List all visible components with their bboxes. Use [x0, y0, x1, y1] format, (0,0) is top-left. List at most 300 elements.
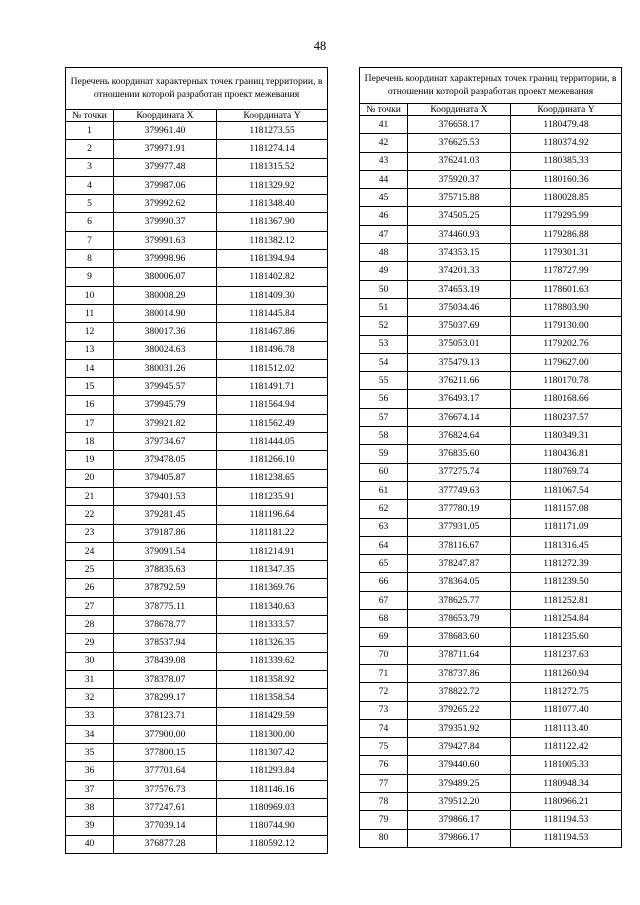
table-row: [360, 518, 622, 536]
coordinate-x-cell: 379945.79: [114, 396, 217, 414]
point-number-cell: 22: [66, 506, 114, 524]
coordinate-y-cell: 1181340.63: [217, 597, 328, 615]
coordinate-x-cell: 377039.14: [114, 817, 217, 835]
column-header-coordinate-x: Координата X: [114, 110, 217, 122]
coordinate-x-cell: 375715.88: [408, 189, 511, 207]
coordinate-x-cell: 378822.72: [408, 683, 511, 701]
table-row: [360, 756, 622, 774]
table-row: [66, 542, 328, 560]
point-number-cell: 8: [66, 250, 114, 268]
coordinate-y-cell: 1181239.50: [511, 573, 622, 591]
point-number-cell: 42: [360, 134, 408, 152]
table-row: [360, 591, 622, 609]
coordinate-y-cell: 1181315.52: [217, 158, 328, 176]
table-row: [66, 396, 328, 414]
coordinate-x-cell: 376211.66: [408, 372, 511, 390]
coordinate-y-cell: 1178803.90: [511, 298, 622, 316]
table-row: [66, 725, 328, 743]
coordinate-y-cell: 1180349.31: [511, 427, 622, 445]
coordinate-x-cell: 379401.53: [114, 487, 217, 505]
coordinate-x-cell: 378364.05: [408, 573, 511, 591]
coordinate-y-cell: 1181077.40: [511, 701, 622, 719]
table-row: [66, 561, 328, 579]
coordinate-x-cell: 376824.64: [408, 427, 511, 445]
table-row: [360, 811, 622, 829]
table-row: [360, 719, 622, 737]
coordinate-y-cell: 1181402.82: [217, 268, 328, 286]
coordinate-x-cell: 378775.11: [114, 597, 217, 615]
table-row: [66, 670, 328, 688]
coordinate-x-cell: 379866.17: [408, 811, 511, 829]
coordinate-x-cell: 377800.15: [114, 744, 217, 762]
point-number-cell: 55: [360, 372, 408, 390]
coordinate-x-cell: 380006.07: [114, 268, 217, 286]
point-number-cell: 13: [66, 341, 114, 359]
coordinate-x-cell: 379440.60: [408, 756, 511, 774]
coordinate-x-cell: 375920.37: [408, 170, 511, 188]
table-row: [66, 616, 328, 634]
point-number-cell: 68: [360, 610, 408, 628]
coordinate-x-cell: 380008.29: [114, 286, 217, 304]
coordinate-x-cell: 378439.08: [114, 652, 217, 670]
point-number-cell: 60: [360, 463, 408, 481]
table-title-row: [360, 68, 622, 104]
coordinate-x-cell: 380017.36: [114, 323, 217, 341]
table-row: [66, 689, 328, 707]
coordinate-y-cell: 1180948.34: [511, 774, 622, 792]
point-number-cell: 66: [360, 573, 408, 591]
point-number-cell: 78: [360, 792, 408, 810]
coordinate-y-cell: 1181237.63: [511, 646, 622, 664]
coordinate-y-cell: 1179130.00: [511, 317, 622, 335]
coordinate-y-cell: 1181254.84: [511, 610, 622, 628]
table-row: [66, 286, 328, 304]
point-number-cell: 21: [66, 487, 114, 505]
table-title: Перечень координат характерных точек границ территории, в отношении которой разработан проект межевания: [360, 68, 622, 104]
point-number-cell: 10: [66, 286, 114, 304]
coordinate-y-cell: 1181409.30: [217, 286, 328, 304]
point-number-cell: 64: [360, 536, 408, 554]
point-number-cell: 72: [360, 683, 408, 701]
coordinate-y-cell: 1181562.49: [217, 414, 328, 432]
coordinate-x-cell: 378247.87: [408, 555, 511, 573]
coordinate-x-cell: 378835.63: [114, 561, 217, 579]
table-row: [360, 628, 622, 646]
table-row: [360, 646, 622, 664]
table-header-row: [360, 104, 622, 116]
coordinate-y-cell: 1181445.84: [217, 304, 328, 322]
coordinate-x-cell: 379977.48: [114, 158, 217, 176]
point-number-cell: 58: [360, 427, 408, 445]
table-row: [66, 323, 328, 341]
point-number-cell: 5: [66, 195, 114, 213]
table-row: [66, 579, 328, 597]
table-row: [66, 487, 328, 505]
column-header-coordinate-y: Координата Y: [511, 104, 622, 116]
coordinate-y-cell: 1181358.54: [217, 689, 328, 707]
table-row: [360, 738, 622, 756]
table-row: [66, 414, 328, 432]
point-number-cell: 61: [360, 481, 408, 499]
table-row: [360, 207, 622, 225]
point-number-cell: 77: [360, 774, 408, 792]
table-row: [360, 463, 622, 481]
coordinate-y-cell: 1179627.00: [511, 353, 622, 371]
coordinate-x-cell: 379427.84: [408, 738, 511, 756]
table-row: [66, 433, 328, 451]
table-title-row: [66, 68, 328, 110]
coordinate-x-cell: 376835.60: [408, 445, 511, 463]
coordinate-y-cell: 1181260.94: [511, 664, 622, 682]
table-row: [360, 427, 622, 445]
point-number-cell: 26: [66, 579, 114, 597]
point-number-cell: 62: [360, 500, 408, 518]
coordinate-x-cell: 378299.17: [114, 689, 217, 707]
coordinate-x-cell: 374460.93: [408, 225, 511, 243]
coordinate-y-cell: 1181113.40: [511, 719, 622, 737]
coordinate-y-cell: 1181347.35: [217, 561, 328, 579]
point-number-cell: 48: [360, 244, 408, 262]
table-row: [360, 298, 622, 316]
point-number-cell: 39: [66, 817, 114, 835]
coordinate-y-cell: 1179286.88: [511, 225, 622, 243]
point-number-cell: 59: [360, 445, 408, 463]
point-number-cell: 12: [66, 323, 114, 341]
point-number-cell: 18: [66, 433, 114, 451]
coordinate-y-cell: 1181491.71: [217, 378, 328, 396]
coordinate-x-cell: 374201.33: [408, 262, 511, 280]
coordinate-x-cell: 377247.61: [114, 798, 217, 816]
table-title: Перечень координат характерных точек границ территории, в отношении которой разработан проект межевания: [66, 68, 328, 110]
table-row: [66, 762, 328, 780]
point-number-cell: 43: [360, 152, 408, 170]
coordinate-y-cell: 1181214.91: [217, 542, 328, 560]
coordinate-x-cell: 379734.67: [114, 433, 217, 451]
table-row: [66, 835, 328, 853]
table-row: [360, 317, 622, 335]
table-row: [360, 701, 622, 719]
coordinate-y-cell: 1181238.65: [217, 469, 328, 487]
coordinate-x-cell: 379990.37: [114, 213, 217, 231]
table-row: [360, 372, 622, 390]
coordinate-y-cell: 1181274.14: [217, 140, 328, 158]
coordinate-y-cell: 1181329.92: [217, 176, 328, 194]
coordinate-x-cell: 374505.25: [408, 207, 511, 225]
coordinate-x-cell: 379265.22: [408, 701, 511, 719]
point-number-cell: 37: [66, 780, 114, 798]
point-number-cell: 70: [360, 646, 408, 664]
point-number-cell: 41: [360, 116, 408, 134]
point-number-cell: 19: [66, 451, 114, 469]
table-row: [66, 176, 328, 194]
point-number-cell: 23: [66, 524, 114, 542]
point-number-cell: 80: [360, 829, 408, 847]
coordinate-y-cell: 1181005.33: [511, 756, 622, 774]
coordinate-y-cell: 1180479.48: [511, 116, 622, 134]
coordinate-x-cell: 379921.82: [114, 414, 217, 432]
point-number-cell: 38: [66, 798, 114, 816]
coordinate-x-cell: 379091.54: [114, 542, 217, 560]
coordinate-x-cell: 379971.91: [114, 140, 217, 158]
coordinate-x-cell: 376658.17: [408, 116, 511, 134]
coordinate-x-cell: 375053.01: [408, 335, 511, 353]
point-number-cell: 69: [360, 628, 408, 646]
table-row: [66, 798, 328, 816]
table-row: [66, 140, 328, 158]
point-number-cell: 50: [360, 280, 408, 298]
table-row: [360, 170, 622, 188]
point-number-cell: 28: [66, 616, 114, 634]
coordinate-x-cell: 377900.00: [114, 725, 217, 743]
coordinate-y-cell: 1181300.00: [217, 725, 328, 743]
point-number-cell: 71: [360, 664, 408, 682]
coordinate-x-cell: 379351.92: [408, 719, 511, 737]
table-row: [360, 481, 622, 499]
coordinate-y-cell: 1181382.12: [217, 231, 328, 249]
coordinate-y-cell: 1181496.78: [217, 341, 328, 359]
coordinate-x-cell: 376625.53: [408, 134, 511, 152]
coordinate-y-cell: 1180592.12: [217, 835, 328, 853]
coordinate-x-cell: 376241.03: [408, 152, 511, 170]
coordinate-y-cell: 1181252.81: [511, 591, 622, 609]
coordinate-x-cell: 377931.05: [408, 518, 511, 536]
coordinate-x-cell: 378653.79: [408, 610, 511, 628]
coordinate-y-cell: 1180374.92: [511, 134, 622, 152]
coordinate-y-cell: 1179295.99: [511, 207, 622, 225]
coordinate-y-cell: 1181367.90: [217, 213, 328, 231]
coordinate-x-cell: 374653.19: [408, 280, 511, 298]
point-number-cell: 74: [360, 719, 408, 737]
point-number-cell: 35: [66, 744, 114, 762]
coordinate-y-cell: 1181307.42: [217, 744, 328, 762]
point-number-cell: 6: [66, 213, 114, 231]
coordinate-y-cell: 1181196.64: [217, 506, 328, 524]
coordinate-y-cell: 1181067.54: [511, 481, 622, 499]
coordinate-x-cell: 377749.63: [408, 481, 511, 499]
table-row: [360, 664, 622, 682]
coordinate-x-cell: 377275.74: [408, 463, 511, 481]
point-number-cell: 7: [66, 231, 114, 249]
coordinate-y-cell: 1181333.57: [217, 616, 328, 634]
coordinate-x-cell: 377701.64: [114, 762, 217, 780]
page-number: 48: [313, 39, 327, 53]
table-row: [360, 573, 622, 591]
table-row: [66, 158, 328, 176]
point-number-cell: 9: [66, 268, 114, 286]
point-number-cell: 32: [66, 689, 114, 707]
coordinate-x-cell: 379866.17: [408, 829, 511, 847]
point-number-cell: 14: [66, 359, 114, 377]
coordinate-x-cell: 379512.20: [408, 792, 511, 810]
point-number-cell: 29: [66, 634, 114, 652]
table-row: [66, 744, 328, 762]
coordinate-y-cell: 1181146.16: [217, 780, 328, 798]
point-number-cell: 24: [66, 542, 114, 560]
point-number-cell: 51: [360, 298, 408, 316]
coordinate-x-cell: 380031.26: [114, 359, 217, 377]
point-number-cell: 75: [360, 738, 408, 756]
table-row: [360, 774, 622, 792]
coordinate-x-cell: 378737.86: [408, 664, 511, 682]
coordinate-x-cell: 378678.77: [114, 616, 217, 634]
coordinate-x-cell: 379992.62: [114, 195, 217, 213]
table-row: [360, 353, 622, 371]
coordinate-x-cell: 379478.05: [114, 451, 217, 469]
table-row: [360, 262, 622, 280]
table-row: [66, 634, 328, 652]
point-number-cell: 63: [360, 518, 408, 536]
table-row: [360, 555, 622, 573]
coordinate-y-cell: 1181157.08: [511, 500, 622, 518]
coordinate-y-cell: 1181235.60: [511, 628, 622, 646]
table-row: [66, 817, 328, 835]
point-number-cell: 31: [66, 670, 114, 688]
table-row: [360, 500, 622, 518]
coordinate-x-cell: 380024.63: [114, 341, 217, 359]
table-row: [66, 122, 328, 140]
table-row: [66, 780, 328, 798]
point-number-cell: 67: [360, 591, 408, 609]
coordinate-y-cell: 1181358.92: [217, 670, 328, 688]
point-number-cell: 34: [66, 725, 114, 743]
table-row: [66, 597, 328, 615]
table-row: [66, 231, 328, 249]
point-number-cell: 54: [360, 353, 408, 371]
point-number-cell: 56: [360, 390, 408, 408]
coordinate-y-cell: 1181339.62: [217, 652, 328, 670]
coordinate-x-cell: 376493.17: [408, 390, 511, 408]
point-number-cell: 4: [66, 176, 114, 194]
coordinates-table-left: [65, 67, 328, 854]
point-number-cell: 76: [360, 756, 408, 774]
coordinate-x-cell: 375479.13: [408, 353, 511, 371]
coordinate-x-cell: 375037.69: [408, 317, 511, 335]
coordinate-y-cell: 1178601.63: [511, 280, 622, 298]
table-row: [66, 359, 328, 377]
point-number-cell: 47: [360, 225, 408, 243]
point-number-cell: 57: [360, 408, 408, 426]
coordinate-x-cell: 379987.06: [114, 176, 217, 194]
coordinate-y-cell: 1181272.39: [511, 555, 622, 573]
point-number-cell: 1: [66, 122, 114, 140]
coordinate-y-cell: 1181348.40: [217, 195, 328, 213]
table-row: [360, 445, 622, 463]
table-row: [66, 451, 328, 469]
point-number-cell: 65: [360, 555, 408, 573]
coordinate-x-cell: 378683.60: [408, 628, 511, 646]
coordinate-y-cell: 1180969.03: [217, 798, 328, 816]
table-row: [360, 536, 622, 554]
coordinate-x-cell: 379281.45: [114, 506, 217, 524]
coordinate-y-cell: 1181512.02: [217, 359, 328, 377]
point-number-cell: 36: [66, 762, 114, 780]
point-number-cell: 49: [360, 262, 408, 280]
column-header-coordinate-x: Координата X: [408, 104, 511, 116]
coordinate-y-cell: 1178727.99: [511, 262, 622, 280]
column-header-point-number: № точки: [66, 110, 114, 122]
coordinate-x-cell: 377780.19: [408, 500, 511, 518]
coordinate-y-cell: 1181194.53: [511, 829, 622, 847]
coordinate-x-cell: 374353.15: [408, 244, 511, 262]
table-row: [66, 378, 328, 396]
coordinate-y-cell: 1181444.05: [217, 433, 328, 451]
coordinate-x-cell: 380014.90: [114, 304, 217, 322]
coordinate-y-cell: 1180769.74: [511, 463, 622, 481]
coordinate-y-cell: 1180744.90: [217, 817, 328, 835]
coordinate-y-cell: 1181293.84: [217, 762, 328, 780]
point-number-cell: 46: [360, 207, 408, 225]
coordinate-x-cell: 379945.57: [114, 378, 217, 396]
table-row: [360, 390, 622, 408]
coordinate-x-cell: 377576.73: [114, 780, 217, 798]
coordinate-x-cell: 376877.28: [114, 835, 217, 853]
table-row: [360, 683, 622, 701]
coordinate-y-cell: 1181272.75: [511, 683, 622, 701]
coordinate-y-cell: 1181394.94: [217, 250, 328, 268]
coordinate-x-cell: 378116.67: [408, 536, 511, 554]
table-row: [66, 304, 328, 322]
coordinate-y-cell: 1181369.76: [217, 579, 328, 597]
point-number-cell: 27: [66, 597, 114, 615]
coordinate-x-cell: 378625.77: [408, 591, 511, 609]
table-row: [360, 189, 622, 207]
coordinate-y-cell: 1180966.21: [511, 792, 622, 810]
coordinate-y-cell: 1181467.86: [217, 323, 328, 341]
coordinate-y-cell: 1180170.78: [511, 372, 622, 390]
coordinate-x-cell: 379405.87: [114, 469, 217, 487]
point-number-cell: 73: [360, 701, 408, 719]
table-row: [360, 335, 622, 353]
coordinate-y-cell: 1181194.53: [511, 811, 622, 829]
point-number-cell: 53: [360, 335, 408, 353]
coordinate-y-cell: 1180028.85: [511, 189, 622, 207]
coordinate-y-cell: 1181181.22: [217, 524, 328, 542]
point-number-cell: 45: [360, 189, 408, 207]
coordinate-y-cell: 1180436.81: [511, 445, 622, 463]
table-row: [66, 195, 328, 213]
coordinate-y-cell: 1180385.33: [511, 152, 622, 170]
coordinate-x-cell: 379187.86: [114, 524, 217, 542]
table-row: [66, 652, 328, 670]
table-row: [66, 707, 328, 725]
point-number-cell: 17: [66, 414, 114, 432]
point-number-cell: 11: [66, 304, 114, 322]
coordinate-y-cell: 1181235.91: [217, 487, 328, 505]
coordinate-x-cell: 379991.63: [114, 231, 217, 249]
table-row: [66, 506, 328, 524]
table-row: [66, 268, 328, 286]
coordinate-y-cell: 1181316.45: [511, 536, 622, 554]
coordinate-y-cell: 1180160.36: [511, 170, 622, 188]
column-header-coordinate-y: Координата Y: [217, 110, 328, 122]
coordinate-y-cell: 1181273.55: [217, 122, 328, 140]
coordinate-y-cell: 1179202.76: [511, 335, 622, 353]
point-number-cell: 44: [360, 170, 408, 188]
coordinate-x-cell: 378711.64: [408, 646, 511, 664]
coordinate-y-cell: 1179301.31: [511, 244, 622, 262]
point-number-cell: 20: [66, 469, 114, 487]
coordinate-x-cell: 378123.71: [114, 707, 217, 725]
table-row: [360, 152, 622, 170]
coordinate-y-cell: 1180237.57: [511, 408, 622, 426]
point-number-cell: 3: [66, 158, 114, 176]
table-row: [66, 469, 328, 487]
table-row: [66, 341, 328, 359]
coordinate-y-cell: 1181266.10: [217, 451, 328, 469]
coordinate-y-cell: 1181326.35: [217, 634, 328, 652]
coordinate-x-cell: 379998.96: [114, 250, 217, 268]
coordinate-x-cell: 378792.59: [114, 579, 217, 597]
